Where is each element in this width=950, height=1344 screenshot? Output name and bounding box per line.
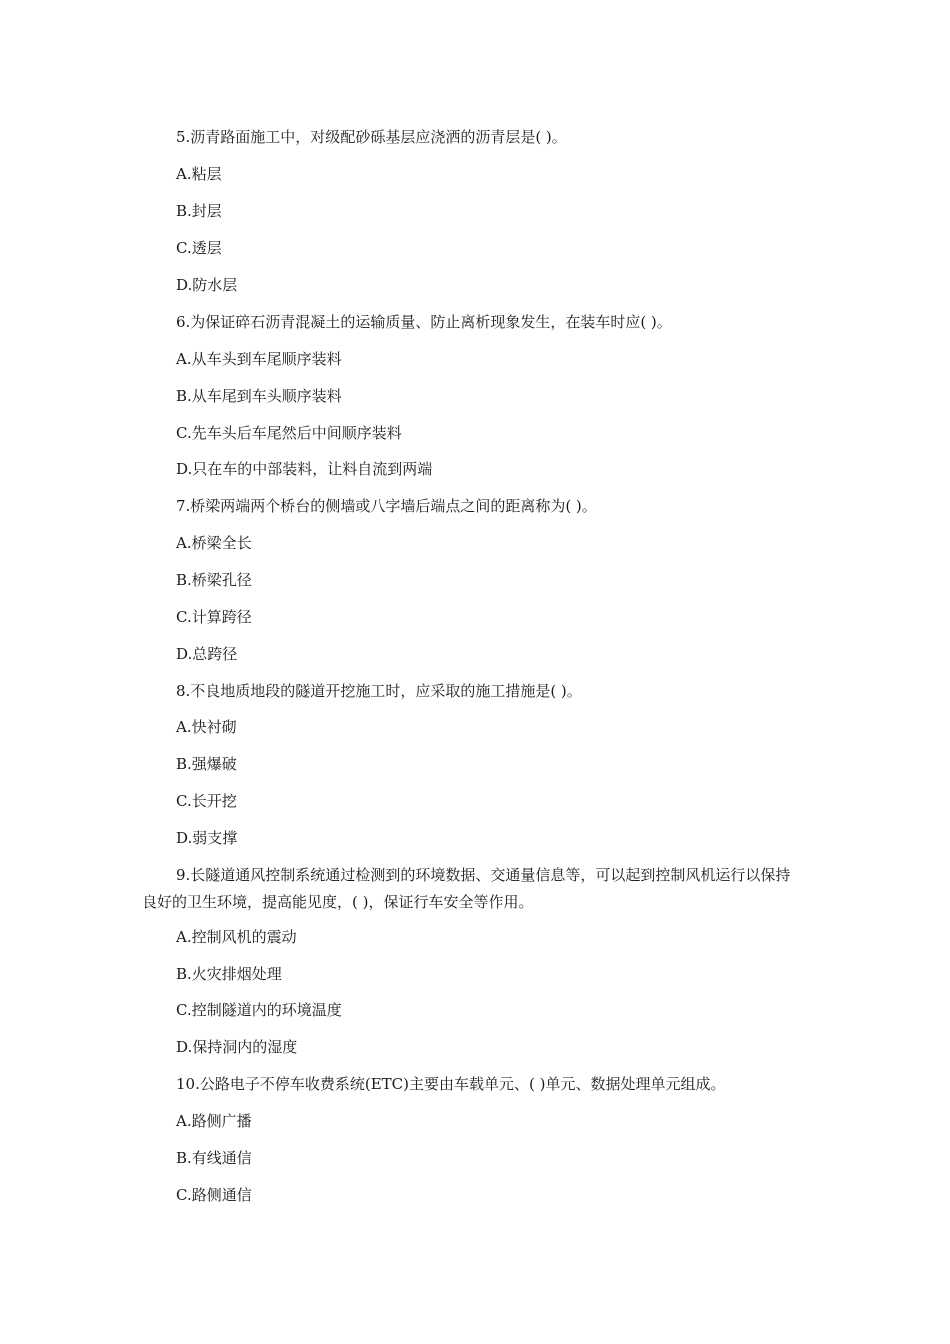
question-9-option-d: D.保持洞内的湿度 [176, 1038, 298, 1056]
question-8-option-c: C.长开挖 [176, 792, 237, 810]
question-8-stem: 8.不良地质地段的隧道开挖施工时，应采取的施工措施是( )。 [176, 682, 582, 700]
question-7-option-a: A.桥梁全长 [176, 534, 252, 552]
question-6-option-d: D.只在车的中部装料，让料自流到两端 [176, 460, 433, 478]
question-9-option-a: A.控制风机的震动 [176, 928, 297, 946]
question-5-option-a: A.粘层 [176, 165, 222, 183]
question-5-option-b: B.封层 [176, 202, 222, 220]
question-8-option-d: D.弱支撑 [176, 829, 238, 847]
question-10-option-a: A.路侧广播 [176, 1112, 252, 1130]
question-6-option-b: B.从车尾到车头顺序装料 [176, 387, 342, 405]
question-5-option-d: D.防水层 [176, 276, 238, 294]
question-9-option-b: B.火灾排烟处理 [176, 965, 282, 983]
question-5-option-c: C.透层 [176, 239, 222, 257]
question-8-option-b: B.强爆破 [176, 755, 237, 773]
question-8-option-a: A.快衬砌 [176, 718, 237, 736]
question-7-option-b: B.桥梁孔径 [176, 571, 252, 589]
question-10-option-c: C.路侧通信 [176, 1186, 252, 1204]
question-7-option-d: D.总跨径 [176, 645, 238, 663]
question-6-option-c: C.先车头后车尾然后中间顺序装料 [176, 424, 402, 442]
question-9-stem: 9.长隧道通风控制系统通过检测到的环境数据、交通量信息等，可以起到控制风机运行以保持良好的卫生环境，提高能见度，( )，保证行车安全等作用。 [142, 866, 791, 911]
question-10-option-b: B.有线通信 [176, 1149, 252, 1167]
question-10-stem: 10.公路电子不停车收费系统(ETC)主要由车载单元、( )单元、数据处理单元组成。 [176, 1075, 726, 1093]
question-7-option-c: C.计算跨径 [176, 608, 252, 626]
question-6-stem: 6.为保证碎石沥青混凝土的运输质量、防止离析现象发生，在装车时应( )。 [176, 313, 672, 331]
question-6-option-a: A.从车头到车尾顺序装料 [176, 350, 342, 368]
question-5-stem: 5.沥青路面施工中，对级配砂砾基层应浇洒的沥青层是( )。 [176, 128, 567, 146]
question-9-option-c: C.控制隧道内的环境温度 [176, 1001, 342, 1019]
question-7-stem: 7.桥梁两端两个桥台的侧墙或八字墙后端点之间的距离称为( )。 [176, 497, 597, 515]
